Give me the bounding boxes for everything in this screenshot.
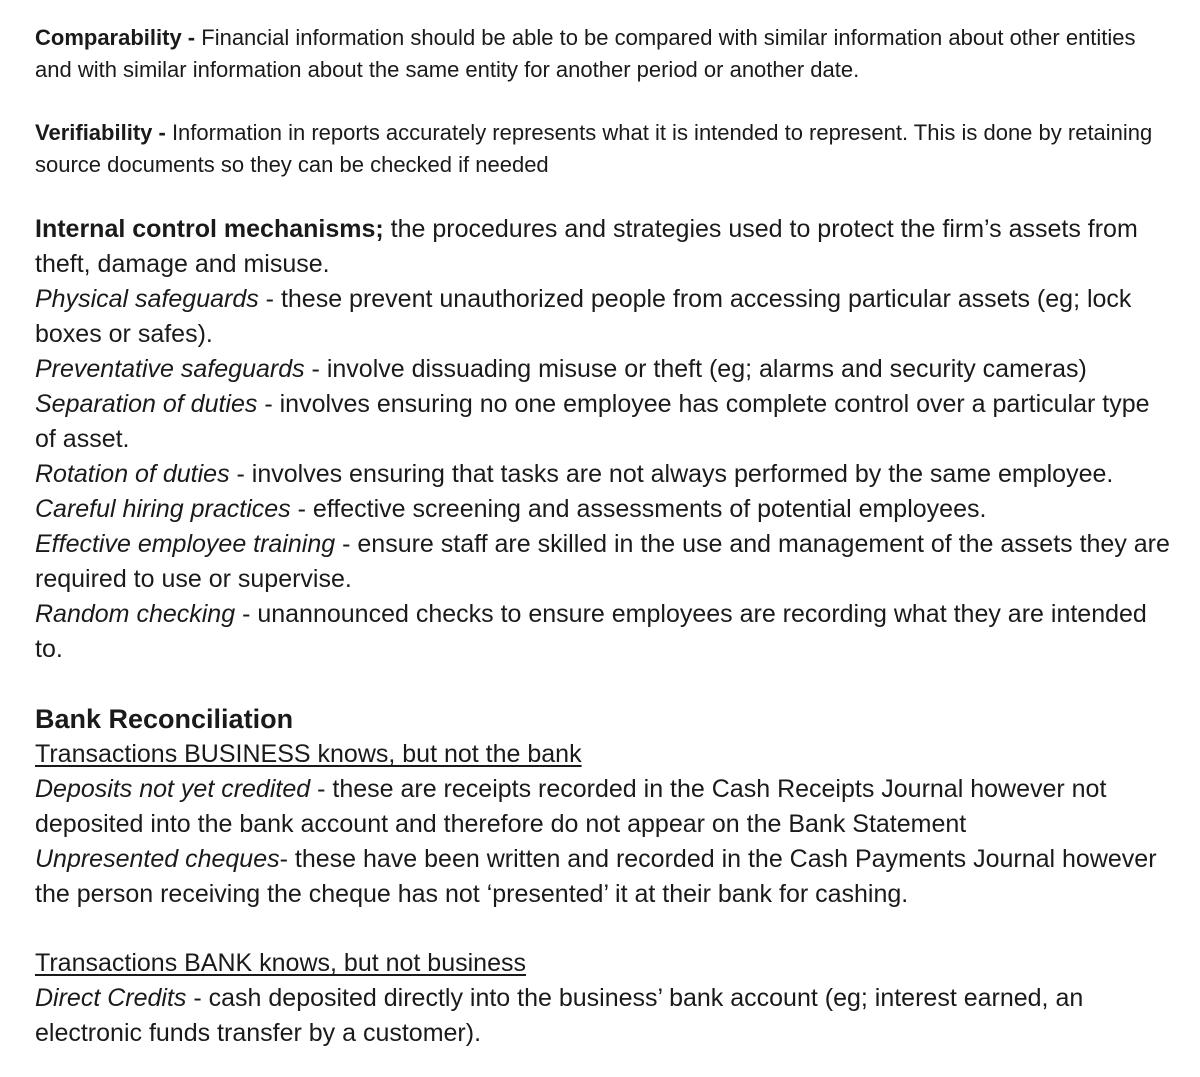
item-term: Preventative safeguards [35, 355, 305, 383]
item-text: - these have been written and recorded in the Cash Payments Journal however the person receiving the cheque has not ‘presented’ it at their bank for cashing. [35, 845, 1157, 908]
verifiability-term: Verifiability - [35, 120, 166, 145]
item-text: - effective screening and assessments of potential employees. [290, 495, 987, 523]
bank-item [35, 981, 1175, 1051]
internal-control-item [35, 387, 1175, 457]
item-term: Physical safeguards [35, 285, 259, 313]
internal-control-text: the procedures and strategies used to protect the firm’s assets from theft, damage and misuse. [35, 215, 1138, 278]
bank-knows-subheading: Transactions BANK knows, but not business [35, 949, 526, 977]
item-term: Direct Credits [35, 984, 187, 1012]
item-text: - involves ensuring that tasks are not always performed by the same employee. [229, 460, 1114, 488]
verifiability-text: Information in reports accurately represents what it is intended to represent. This is done by retaining source documents so they can be checked if needed [35, 120, 1153, 177]
item-term: Careful hiring practices [35, 495, 291, 523]
internal-control-item [35, 597, 1175, 667]
item-text: - ensure staff are skilled in the use and management of the assets they are required to use or supervise. [35, 530, 1170, 593]
verifiability-paragraph [35, 117, 1175, 181]
internal-control-item [35, 457, 1175, 492]
internal-control-item [35, 282, 1175, 352]
item-term: Unpresented cheques [35, 845, 280, 873]
item-term: Separation of duties [35, 390, 258, 418]
comparability-term: Comparability - [35, 25, 196, 50]
item-term: Deposits not yet credited [35, 775, 311, 803]
item-text: - these prevent unauthorized people from accessing particular assets (eg; lock boxes or safes). [35, 285, 1132, 348]
business-knows-subheading: Transactions BUSINESS knows, but not the bank [35, 740, 582, 768]
business-item [35, 842, 1175, 912]
item-text: - unannounced checks to ensure employees are recording what they are intended to. [35, 600, 1147, 663]
item-text: - these are receipts recorded in the Cash Receipts Journal however not deposited into the bank account and therefore do not appear on the Bank Statement [35, 775, 1107, 838]
internal-control-item [35, 527, 1175, 597]
internal-control-item [35, 492, 1175, 527]
item-term: Random checking [35, 600, 236, 628]
internal-control-term: Internal control mechanisms; [35, 215, 384, 243]
comparability-text: Financial information should be able to be compared with similar information about other entities and with similar information about the same entity for another period or another date. [35, 25, 1136, 82]
comparability-paragraph [35, 22, 1175, 86]
item-text: - involves ensuring no one employee has complete control over a particular type of asset. [35, 390, 1150, 453]
document-page [35, 22, 1175, 1051]
internal-control-intro [35, 212, 1175, 282]
business-item [35, 772, 1175, 842]
item-term: Effective employee training [35, 530, 336, 558]
internal-control-item [35, 352, 1175, 387]
item-term: Rotation of duties [35, 460, 230, 488]
item-text: - involve dissuading misuse or theft (eg; alarms and security cameras) [304, 355, 1087, 383]
bank-reconciliation-heading: Bank Reconciliation [35, 704, 294, 734]
item-text: - cash deposited directly into the business’ bank account (eg; interest earned, an electronic funds transfer by a customer). [35, 984, 1084, 1047]
